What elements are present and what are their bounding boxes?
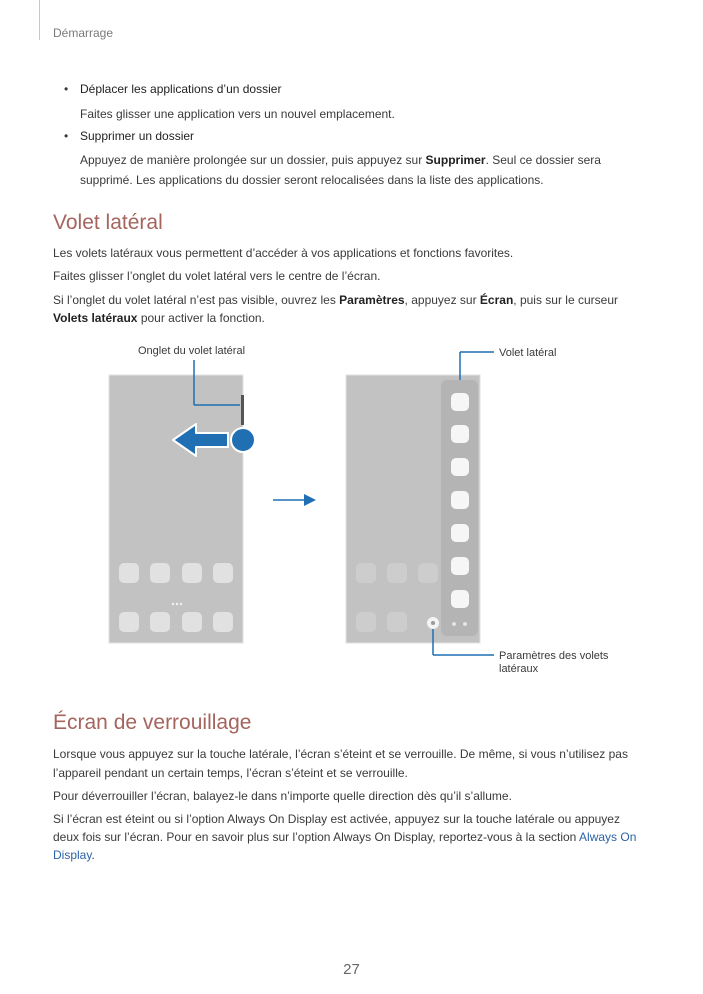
- bullet-title-delete: Supprimer un dossier: [80, 129, 195, 143]
- phone-screen-left: [109, 375, 243, 643]
- bullet-title-move: Déplacer les applications d’un dossier: [80, 82, 282, 96]
- page-number: 27: [343, 961, 360, 978]
- bullet-marker: •: [64, 82, 69, 96]
- running-header: Démarrage: [53, 26, 114, 40]
- paragraph: Volets latéraux pour activer la fonction.: [53, 311, 265, 325]
- paragraph: Lorsque vous appuyez sur la touche latérale, l’écran s’éteint et se verrouille. De même, si vous n’utilisez pas: [53, 747, 628, 761]
- bullet-body-delete-cont: supprimé. Les applications du dossier seront relocalisées dans la liste des applications.: [80, 173, 544, 187]
- paragraph: Les volets latéraux vous permettent d’accéder à vos applications et fonctions favorites.: [53, 246, 514, 260]
- paragraph: deux fois sur l’écran. Pour en savoir plus sur l’option Always On Display, reportez-vous à la section Always On: [53, 830, 637, 844]
- paragraph: Si l’écran est éteint ou si l’option Always On Display est activée, appuyez sur la touche latérale ou appuyez: [53, 812, 620, 826]
- callout-tab-label: Onglet du volet latéral: [138, 345, 246, 357]
- paragraph: Faites glisser l’onglet du volet latéral vers le centre de l’écran.: [53, 269, 381, 283]
- callout-panel-label: Volet latéral: [499, 347, 557, 359]
- side-panel-handle: [241, 395, 244, 425]
- transition-arrow-icon: [273, 494, 316, 506]
- callout-settings-label: Paramètres des volets: [499, 650, 609, 662]
- paragraph: Pour déverrouiller l’écran, balayez-le dans n’importe quelle direction dès qu’il s’allume.: [53, 789, 512, 803]
- settings-gear-icon: [427, 617, 439, 629]
- always-on-display-link-cont[interactable]: Display: [53, 848, 92, 862]
- callout-settings-label-cont: latéraux: [499, 663, 539, 675]
- bullet-body-delete: Appuyez de manière prolongée sur un dossier, puis appuyez sur Supprimer. Seul ce dossier sera: [80, 153, 601, 167]
- paragraph: l’appareil pendant un certain temps, l’écran s’éteint et se verrouille.: [53, 766, 408, 780]
- bullet-marker: •: [64, 129, 69, 143]
- section-heading-side-panel: Volet latéral: [53, 211, 163, 234]
- always-on-display-link[interactable]: Always On: [579, 830, 637, 844]
- paragraph: Si l’onglet du volet latéral n’est pas visible, ouvrez les Paramètres, appuyez sur Écran, puis sur le curseur: [53, 293, 618, 307]
- paragraph: Display.: [53, 848, 95, 862]
- section-heading-lock-screen: Écran de verrouillage: [53, 711, 252, 734]
- bullet-body-move: Faites glisser une application vers un nouvel emplacement.: [80, 107, 395, 121]
